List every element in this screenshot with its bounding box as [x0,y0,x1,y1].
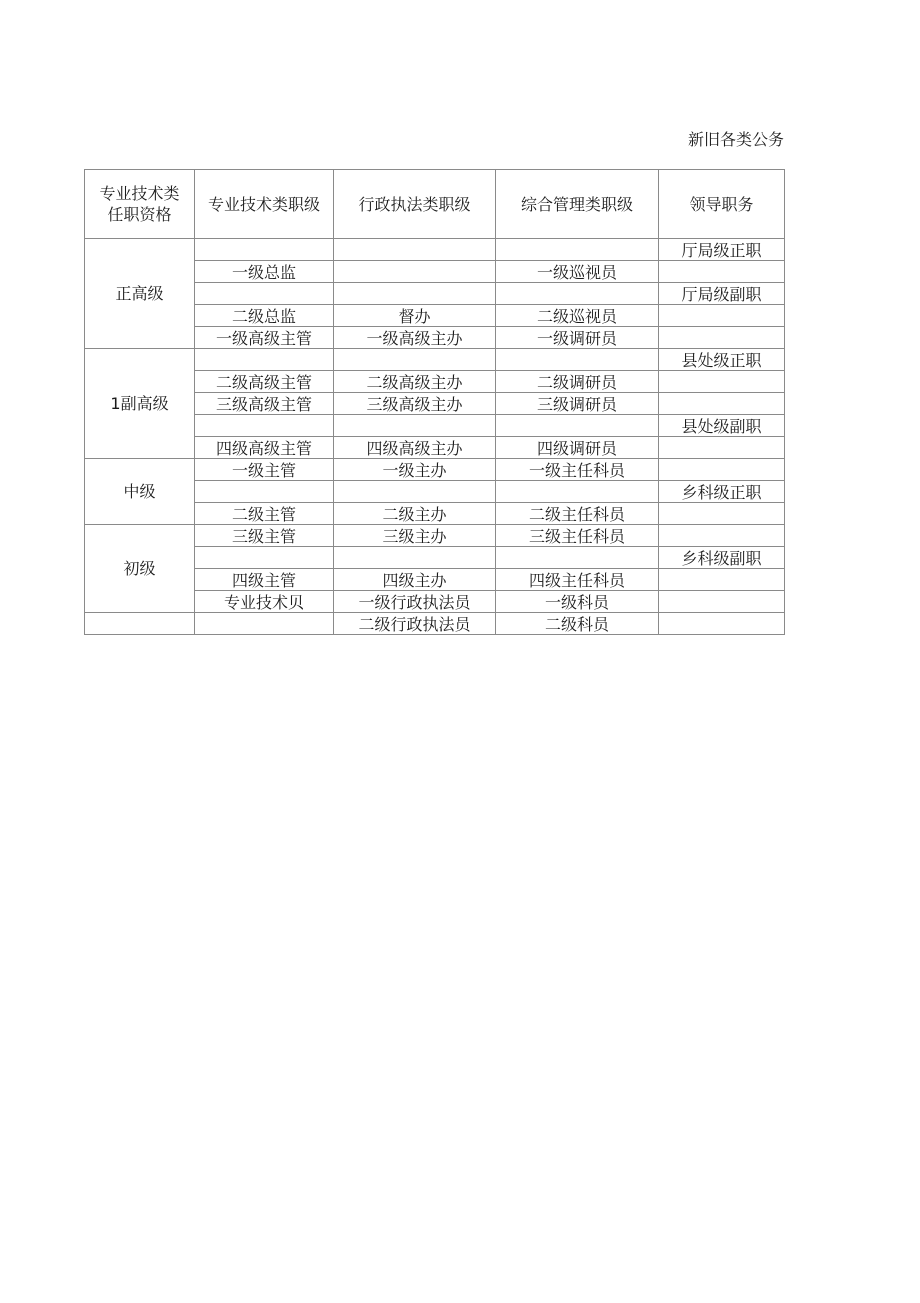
leadership-cell [659,305,785,327]
tech-grade-cell [195,415,334,437]
law-grade-cell [334,547,496,569]
tech-grade-cell [195,283,334,305]
group-label [85,613,195,635]
mgmt-grade-cell: 四级调研员 [496,437,659,459]
leadership-cell: 厅局级正职 [659,239,785,261]
tech-grade-cell: 三级主管 [195,525,334,547]
law-grade-cell: 二级主办 [334,503,496,525]
mgmt-grade-cell: 一级科员 [496,591,659,613]
table-row [85,349,785,371]
leadership-cell: 厅局级副职 [659,283,785,305]
mgmt-grade-cell [496,415,659,437]
law-grade-cell: 三级主办 [334,525,496,547]
leadership-cell: 乡科级正职 [659,481,785,503]
law-grade-cell [334,481,496,503]
leadership-cell: 乡科级副职 [659,547,785,569]
group-label: 1副高级 [85,349,195,459]
law-grade-cell: 一级行政执法员 [334,591,496,613]
header-qualification-line1: 专业技术类 [99,184,180,203]
law-grade-cell: 四级高级主办 [334,437,496,459]
table-row [85,459,785,481]
law-grade-cell [334,239,496,261]
tech-grade-cell: 一级高级主管 [195,327,334,349]
header-mgmt-grade: 综合管理类职级 [496,170,659,239]
position-grade-table [84,169,785,635]
leadership-cell [659,327,785,349]
law-grade-cell: 一级主办 [334,459,496,481]
mgmt-grade-cell [496,283,659,305]
mgmt-grade-cell [496,349,659,371]
tech-grade-cell: 二级总监 [195,305,334,327]
tech-grade-cell [195,481,334,503]
header-law-grade: 行政执法类职级 [334,170,496,239]
tech-grade-cell: 四级高级主管 [195,437,334,459]
tech-grade-cell: 一级主管 [195,459,334,481]
law-grade-cell [334,349,496,371]
mgmt-grade-cell: 一级巡视员 [496,261,659,283]
tech-grade-cell [195,613,334,635]
mgmt-grade-cell: 一级主任科员 [496,459,659,481]
header-tech-grade: 专业技术类职级 [195,170,334,239]
header-leadership: 领导职务 [659,170,785,239]
law-grade-cell: 一级高级主办 [334,327,496,349]
group-label: 正高级 [85,239,195,349]
law-grade-cell [334,283,496,305]
tech-grade-cell [195,239,334,261]
mgmt-grade-cell: 一级调研员 [496,327,659,349]
mgmt-grade-cell: 四级主任科员 [496,569,659,591]
mgmt-grade-cell [496,547,659,569]
leadership-cell [659,459,785,481]
table-row [85,525,785,547]
law-grade-cell: 三级高级主办 [334,393,496,415]
tech-grade-cell: 专业技术贝 [195,591,334,613]
mgmt-grade-cell: 二级巡视员 [496,305,659,327]
leadership-cell: 县处级副职 [659,415,785,437]
tech-grade-cell: 四级主管 [195,569,334,591]
mgmt-grade-cell: 二级调研员 [496,371,659,393]
group-label: 中级 [85,459,195,525]
leadership-cell [659,371,785,393]
tech-grade-cell: 二级主管 [195,503,334,525]
header-qualification-line2: 任职资格 [107,205,172,224]
leadership-cell: 县处级正职 [659,349,785,371]
law-grade-cell: 二级行政执法员 [334,613,496,635]
tech-grade-cell: 二级高级主管 [195,371,334,393]
tech-grade-cell [195,349,334,371]
mgmt-grade-cell: 三级主任科员 [496,525,659,547]
law-grade-cell: 二级高级主办 [334,371,496,393]
law-grade-cell [334,261,496,283]
header-row [85,170,785,239]
group-label: 初级 [85,525,195,613]
leadership-cell [659,261,785,283]
header-qualification [85,170,195,239]
leadership-cell [659,503,785,525]
leadership-cell [659,591,785,613]
law-grade-cell: 四级主办 [334,569,496,591]
leadership-cell [659,393,785,415]
tech-grade-cell [195,547,334,569]
leadership-cell [659,613,785,635]
page-title: 新旧各类公务 [687,130,784,149]
mgmt-grade-cell: 二级科员 [496,613,659,635]
mgmt-grade-cell: 三级调研员 [496,393,659,415]
leadership-cell [659,437,785,459]
tech-grade-cell: 三级高级主管 [195,393,334,415]
tech-grade-cell: 一级总监 [195,261,334,283]
leadership-cell [659,569,785,591]
law-grade-cell [334,415,496,437]
law-grade-cell: 督办 [334,305,496,327]
mgmt-grade-cell [496,481,659,503]
leadership-cell [659,525,785,547]
table-row [85,613,785,635]
mgmt-grade-cell: 二级主任科员 [496,503,659,525]
table-row [85,239,785,261]
mgmt-grade-cell [496,239,659,261]
